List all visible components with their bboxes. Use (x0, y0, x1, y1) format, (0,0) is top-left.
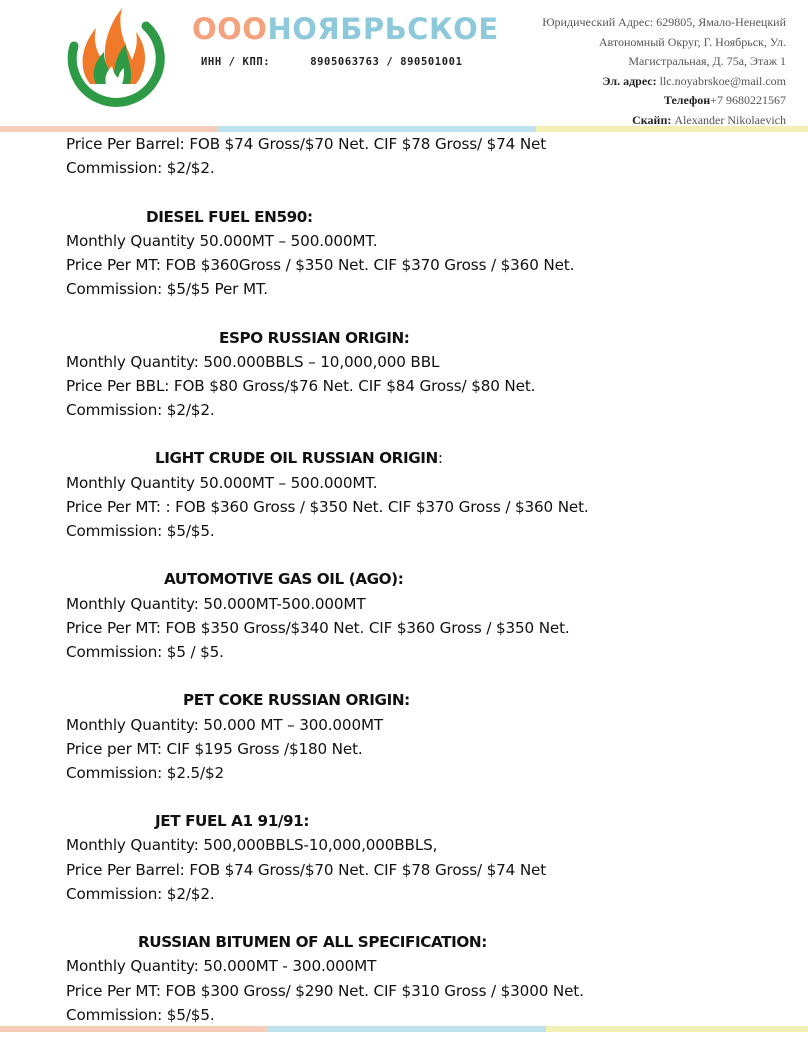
product-commission: Commission: $5/$5 Per MT. (66, 280, 268, 299)
footer-divider (0, 1026, 808, 1032)
tax-ids (201, 56, 463, 68)
address-line: Магистральная, Д. 75а, Этаж 1 (628, 54, 786, 68)
letterhead (0, 0, 808, 132)
email-label: Эл. адрес: (602, 73, 657, 88)
email-line (466, 72, 786, 92)
contact-block (466, 13, 786, 130)
skype-label: Скайп: (632, 112, 672, 127)
phone-line (466, 91, 786, 111)
phone-label: Телефон (663, 93, 711, 107)
product-price: Price Per MT: FOB $350 Gross/$340 Net. CIF $360 Gross / $350 Net. (66, 618, 570, 637)
product-title: JET FUEL A1 91/91: (155, 812, 310, 831)
intro-commission: Commission: $2/$2. (66, 159, 215, 178)
product-price: Price Per BBL: FOB $80 Gross/$76 Net. CIF $84 Gross/ $80 Net. (66, 376, 536, 395)
product-title: LIGHT CRUDE OIL RUSSIAN ORIGIN (155, 449, 438, 468)
product-title: AUTOMOTIVE GAS OIL (AGO): (164, 570, 404, 589)
product-quantity: Monthly Quantity: 500.000BBLS – 10,000,000 BBL (66, 352, 440, 371)
product-quantity: Monthly Quantity: 50.000MT - 300.000MT (66, 957, 377, 976)
product-price: Price Per Barrel: FOB $74 Gross/$70 Net. CIF $78 Gross/ $74 Net (66, 860, 547, 879)
company-name (192, 12, 499, 46)
product-title-suffix: : (437, 449, 443, 468)
product-price: Price Per MT: FOB $300 Gross/ $290 Net. CIF $310 Gross / $3000 Net. (66, 981, 584, 1000)
tax-label: ИНН / КПП: (201, 56, 271, 68)
product-list (66, 132, 786, 1027)
product-commission: Commission: $2.5/$2 (66, 763, 225, 782)
product-quantity: Monthly Quantity: 50.000MT-500.000MT (66, 594, 366, 613)
company-title: НОЯБРЬСКОЕ (267, 12, 499, 46)
phone-value: +7 9680221567 (710, 93, 786, 107)
product-commission: Commission: $2/$2. (66, 884, 215, 903)
product-title: PET COKE RUSSIAN ORIGIN: (183, 691, 410, 710)
company-prefix: ООО (192, 12, 268, 46)
product-quantity: Monthly Quantity: 500,000BBLS-10,000,000BBLS, (66, 836, 438, 855)
product-commission: Commission: $5/$5. (66, 1005, 215, 1024)
product-price: Price Per MT: FOB $360Gross / $350 Net. CIF $370 Gross / $360 Net. (66, 255, 575, 274)
product-quantity: Monthly Quantity 50.000MT – 500.000MT. (66, 231, 378, 250)
tax-value: 8905063763 / 890501001 (310, 56, 463, 68)
email-value[interactable]: llc.noyabrskoe@mail.com (659, 73, 786, 88)
product-price: Price per MT: CIF $195 Gross /$180 Net. (66, 739, 363, 758)
address-line: Юридический Адрес: 629805, Ямало-Ненецкий (542, 15, 786, 29)
product-title: RUSSIAN BITUMEN OF ALL SPECIFICATION: (138, 933, 487, 952)
intro-price: Price Per Barrel: FOB $74 Gross/$70 Net. CIF $78 Gross/ $74 Net (66, 135, 547, 153)
product-quantity: Monthly Quantity 50.000MT – 500.000MT. (66, 473, 378, 492)
product-title: ESPO RUSSIAN ORIGIN: (219, 328, 410, 347)
product-commission: Commission: $2/$2. (66, 401, 215, 420)
flame-logo-icon (56, 2, 168, 114)
product-commission: Commission: $5 / $5. (66, 642, 224, 661)
address-line: Автономный Округ, Г. Ноябрьск, Ул. (598, 34, 786, 49)
product-title-row (66, 446, 786, 470)
product-commission: Commission: $5/$5. (66, 522, 215, 540)
product-quantity: Monthly Quantity: 50.000 MT – 300.000MT (66, 715, 384, 734)
product-title: DIESEL FUEL EN590: (146, 207, 313, 226)
product-price: Price Per MT: : FOB $360 Gross / $350 Net. CIF $370 Gross / $360 Net. (66, 497, 589, 516)
skype-value: Alexander Nikolaevich (674, 112, 786, 127)
